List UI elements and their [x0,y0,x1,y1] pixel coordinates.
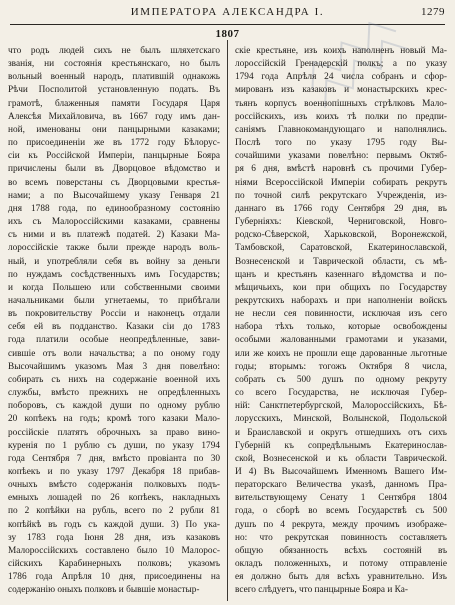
text-line: сившіе отъ воли начальства; а по оному году [8,348,220,359]
text-line: Послѣ того по указу 1795 году Вы- [235,138,447,149]
text-line: 1794 года Апрѣля 24 числа собранъ и сфор- [235,72,447,83]
left-text-column [8,45,220,598]
text-line: по 2 копѣйки на рубль, всего по 2 рубли 81 [8,506,220,517]
text-line: ихъ съ Малороссійскими казаками, сравнены [8,217,220,228]
text-line: тьянъ корпусъ военнопішныхъ стрѣлковъ Мало- [235,98,447,109]
page-number: 1279 [421,6,445,18]
text-line: съ ними и въ платежѣ податей. 2) Казаки Ма- [8,230,220,241]
text-line: емныхъ лошадей по 26 копѣекъ, накладныхъ [8,493,220,504]
year-heading: 1807 [215,28,240,40]
text-line: ея должно быть для всѣхъ уравнительно. Изъ [235,572,447,583]
text-line: что родъ людей сихъ не былъ шляхетскаго [8,46,220,56]
text-line: года Сентября 7 дня, вмѣсто провіанта по 30 [8,453,220,464]
text-line: причислены были въ Дворцовое вѣдомство и [8,164,220,175]
text-line: лороссійскіе также были прежде народъ воль- [8,243,220,254]
text-line: зу 1783 года Іюня 28 дня, изъ казаковъ [8,532,220,543]
text-line: года, о сборѣ во всемъ Государствѣ съ 500 [235,506,447,517]
running-header [0,6,455,22]
text-line: начальниками были угнетаемы, то прибѣгали [8,295,220,306]
text-line: куренія по 1 рублю съ души, по указу 1794 [8,440,220,451]
text-line: общую обязанность всѣхъ состояній въ [235,545,447,556]
page-title: ИМПЕРАТОРА АЛЕКСАНДРА I. [130,6,325,18]
text-line: ской, Вознесенской и къ области Таврической. [235,453,447,464]
text-line: вольный военный народъ, платившій однакожь [8,72,220,83]
text-line: скіе крестьяне, изъ коихъ наполненъ новый Ма- [235,46,447,56]
text-line: ный, и употребляли себя въ войну за деньги [8,256,220,267]
text-line: мированъ изъ казаковъ и монастырскихъ крес- [235,85,447,96]
text-line: лорусскихъ, Минской, Волынской, Подольской [235,414,447,425]
text-line: копѣйкѣ въ годъ съ каждой души. 3) По ука- [8,519,220,530]
text-line: собрать съ 500 душъ по одному рекруту [235,374,447,385]
text-line: россійскіе платятъ оброчныхъ за право вино- [8,427,220,438]
text-line: ніями Всероссійской Имперіи собирать рекрутъ [235,177,447,188]
text-line: особыми жалованными грамотами и указами, [235,335,447,346]
text-line: саніямъ Главнокомандующаго и наполнялись. [235,124,447,135]
text-line: званія, ни состоянія крестьянскаго, но былъ [8,59,220,70]
text-line: дня 1788 года, по единообразному состоянію [8,203,220,214]
right-text-column [235,45,447,598]
text-line: ній: Санктпетербургской, Малороссійскихъ, Бѣ- [235,401,447,412]
text-line: службы, вмѣсто прежнихъ не опредѣленныхъ [8,388,220,399]
text-line: 1786 года Апрѣля 10 дня, присоединены на [8,572,220,583]
text-line: поборовъ, съ каждой души по одному рублю [8,401,220,412]
text-line: не несли сея повинности, исключая изъ сего [235,309,447,320]
text-line: родско-Сѣверской, Харьковской, Воронежской, [235,230,447,241]
text-line: ной, именованы они панцырными казаками; [8,124,220,135]
text-line: и когда Польшею или собственными своими [8,282,220,293]
text-line: 20 копѣекъ на годъ; кромѣ того казаки Мало- [8,414,220,425]
text-line: себя ей въ подданство. Казаки сіи до 1783 [8,322,220,333]
header-rule [10,24,445,25]
text-line: душъ по 4 рекрута, между прочимъ изображе- [235,519,447,530]
text-line: по нуждамъ сосѣдственныхъ имъ Государствъ; [8,269,220,280]
text-line: всего слѣдуетъ, что панцырные Бояра и Ка- [235,585,408,596]
text-line: содержанію оныхъ полковъ и бывшіе монастыр- [8,585,200,596]
text-line: во всемъ поверстаны съ Дворцовыми крестья- [8,177,220,188]
text-line: грамотѣ, блаженныя памяти Государя Царя [8,98,220,109]
text-line: Алексѣя Михайловича, въ 1667 году имъ дан- [8,111,220,122]
text-line: по точной силѣ рекрутскаго Учрежденія, из- [235,190,447,201]
text-line: Вознесенской и Таврической области, съ мѣ- [235,256,447,267]
text-line: нами; а по Высочайшему указу Генваря 21 [8,190,220,201]
text-line: Малороссійскихъ составлено было 10 Малорос- [8,545,220,556]
text-line: ря 6 дня, вмѣстѣ наровнѣ съ прочими Губер- [235,164,447,175]
text-line: окладъ положенныхъ, и потому отправленіе [235,559,447,570]
text-line: копѣекъ и по указу 1797 Декабря 18 прибав- [8,467,220,477]
text-line: россійскихъ, изъ коихъ тѣ полки по предпи- [235,111,447,122]
text-line: Тамбовской, Саратовской, Екатеринославской, [235,243,447,254]
text-line: сіи къ Россійской Имперіи, панцырные Бояра [8,151,220,162]
text-line: щанъ и крестьянъ казеннаго вѣдомства и по- [235,269,447,280]
text-line: очныхъ вмѣсто содержанія полковыхъ подъ- [8,480,220,491]
text-line: лороссійскій Гренадерскій полкъ; а по указу [235,59,447,70]
text-line: Губерній къ сопредѣльнымъ Екатеринослав- [235,440,447,451]
text-line: рекрутскихъ наборахъ и при наполненіи войскъ [235,295,447,306]
text-line: Рѣчи Посполитой установленную подать. Въ [8,85,220,96]
text-line: года платили особые неопредѣленные, зави- [8,335,220,346]
text-line: мѣщичьихъ, кои при общихъ по Государству [235,282,447,293]
text-line: сочайшими указами повелѣно: первымъ Октяб- [235,151,447,162]
text-line: и Браиславской и округъ отшедшихъ отъ сихъ [235,427,447,438]
text-line: вительствующему Сенату 1 Сентября 1804 [235,493,447,504]
text-line: но: что рекрутская повинность составляетъ [235,532,447,543]
text-line: годы; вторымъ: тогожъ Октября 8 числа, [235,361,447,372]
text-line: или же коихъ не прошли еще дарованные льготные [235,348,447,359]
text-line: Губерніяхъ: Кіевской, Черниговской, Новго- [235,217,447,228]
text-line: Высочайшимъ указомъ Мая 3 дня повелѣно: [8,361,220,372]
text-line: набора тѣхъ только, которые освобождены [235,322,447,333]
text-line: со всего Государства, не исключая Губер- [235,388,447,399]
text-line: сійскихъ Карабинерныхъ полковъ; указомъ [8,559,220,570]
column-divider [227,40,228,601]
text-line: въ покровительству Россіи и наконецъ отдали [8,309,220,320]
text-line: собирать съ нихъ на содержаніе военной ихъ [8,374,220,385]
text-line: даннаго въ 1766 году Сентября 29 дня, въ [235,203,447,214]
text-line: И 4) Въ Высочайшемъ Именномъ Вашего Им- [235,467,447,477]
text-line: по присоединеніи же въ 1772 году Бѣлорус- [8,138,220,149]
text-line: ператорскаго Величества указѣ, данномъ Пра- [235,480,447,491]
